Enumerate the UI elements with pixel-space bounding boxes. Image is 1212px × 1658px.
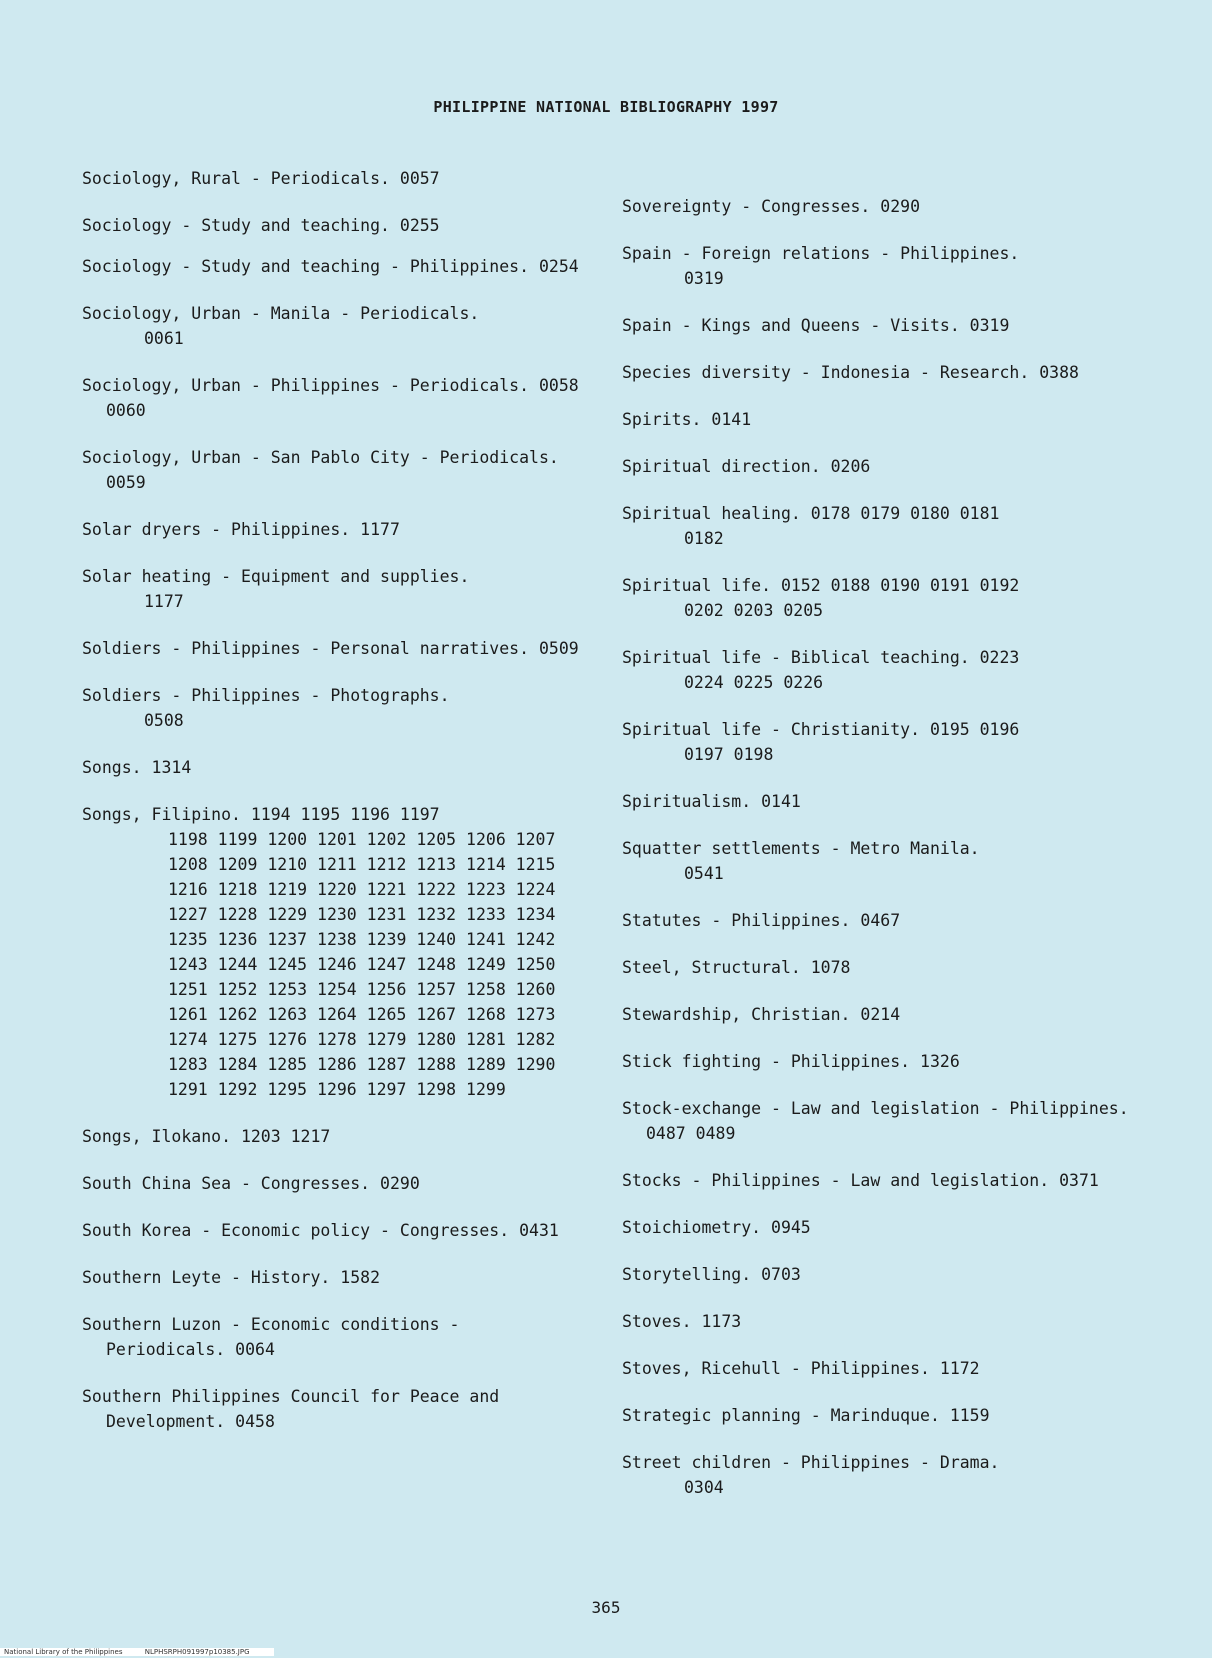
entry-heading: Spiritual life. 0152 0188 0190 0191 0192: [622, 576, 1020, 595]
footer-file: NLPHSRPH091997p10385.JPG: [144, 1648, 250, 1656]
entry-heading: Stick fighting - Philippines. 1326: [622, 1052, 960, 1071]
page-number: 365: [591, 1598, 621, 1617]
entry-heading: Steel, Structural. 1078: [622, 958, 851, 977]
entry-heading: Songs, Filipino. 1194 1195 1196 1197: [82, 805, 440, 824]
entry-heading: Solar dryers - Philippines. 1177: [82, 520, 400, 539]
index-entry: [622, 194, 1142, 219]
index-entry: [82, 564, 582, 614]
index-entry: [622, 1403, 1142, 1428]
entry-heading: Sociology - Study and teaching. 0255: [82, 216, 440, 235]
index-entry: [622, 1309, 1142, 1334]
index-entry: [82, 683, 582, 733]
scan-footer: [0, 1648, 274, 1656]
entry-numbers: 0182: [684, 529, 724, 548]
entry-heading: Southern Leyte - History. 1582: [82, 1268, 381, 1287]
index-entry: [622, 360, 1142, 385]
entry-heading: South Korea - Economic policy - Congresses. 0431: [82, 1221, 559, 1240]
entry-heading: Sociology, Urban - Philippines - Periodicals. 0058 0060: [82, 376, 579, 420]
right-column: [622, 194, 1142, 1522]
index-entry: [622, 1215, 1142, 1240]
entry-heading: Sociology, Urban - San Pablo City - Periodicals. 0059: [82, 448, 559, 492]
entry-heading: Stock-exchange - Law and legislation - Philippines. 0487 0489: [622, 1099, 1129, 1143]
entry-numbers: 0541: [684, 864, 724, 883]
index-entry: [82, 1124, 582, 1149]
entry-heading: Solar heating - Equipment and supplies.: [82, 567, 470, 586]
entry-heading: Stewardship, Christian. 0214: [622, 1005, 901, 1024]
entry-heading: Street children - Philippines - Drama.: [622, 1453, 1000, 1472]
entry-numbers: 0304: [684, 1478, 724, 1497]
entry-heading: Spiritual life - Biblical teaching. 0223: [622, 648, 1020, 667]
index-entry: [622, 789, 1142, 814]
entry-heading: Sociology - Study and teaching - Philippines. 0254: [82, 257, 579, 276]
index-entry: [82, 755, 582, 780]
index-entry: [622, 454, 1142, 479]
index-entry: [82, 213, 582, 238]
entry-heading: Spirits. 0141: [622, 410, 752, 429]
index-entry: [82, 636, 582, 661]
entry-heading: Southern Philippines Council for Peace and Development. 0458: [82, 1387, 500, 1431]
entry-heading: Stoichiometry. 0945: [622, 1218, 811, 1237]
entry-heading: Songs, Ilokano. 1203 1217: [82, 1127, 331, 1146]
index-entry: [622, 1168, 1142, 1193]
index-entry: [82, 1312, 582, 1362]
entry-heading: Southern Luzon - Economic conditions - Periodicals. 0064: [82, 1315, 460, 1359]
entry-numbers: 0319: [684, 269, 724, 288]
entry-heading: Statutes - Philippines. 0467: [622, 911, 901, 930]
entry-heading: Sovereignty - Congresses. 0290: [622, 197, 921, 216]
index-entry: [622, 1450, 1142, 1500]
entry-numbers: 0061: [144, 329, 184, 348]
entry-numbers: 0202 0203 0205: [684, 601, 824, 620]
entry-heading: Soldiers - Philippines - Photographs.: [82, 686, 450, 705]
entry-heading: Soldiers - Philippines - Personal narratives. 0509: [82, 639, 579, 658]
index-entry: [82, 1171, 582, 1196]
entry-numbers: 0508: [144, 711, 184, 730]
entry-heading: Strategic planning - Marinduque. 1159: [622, 1406, 990, 1425]
index-entry: [82, 166, 582, 191]
entry-heading: Spiritualism. 0141: [622, 792, 801, 811]
index-entry: [622, 501, 1142, 551]
entry-heading: Spain - Kings and Queens - Visits. 0319: [622, 316, 1010, 335]
entry-heading: Stoves. 1173: [622, 1312, 742, 1331]
index-entry: [82, 517, 582, 542]
index-entry: [622, 313, 1142, 338]
index-entry: [622, 955, 1142, 980]
entry-heading: South China Sea - Congresses. 0290: [82, 1174, 420, 1193]
index-entry: [82, 373, 582, 423]
index-entry: [82, 802, 582, 1102]
index-entry: [622, 1096, 1142, 1146]
footer-library: National Library of the Philippines: [4, 1648, 123, 1656]
entry-heading: Songs. 1314: [82, 758, 192, 777]
entry-numbers: 1198 1199 1200 1201 1202 1205 1206 1207 1208 1209 1210 1211 1212 1213 1214 1215 1216 1218 1219 1220 1221 1222 1223 1224 1227 1228 1229 1230 1231 1232 1233 1234 1235 1236 1237 1238 1239 1240 1241 1242 1243 1244 1245 1246 1247 1248 1249 1250 1251 1252 1253 1254 1256 1257 1258 1260 1261 1262 1263 1264 1265 1267 1268 1273 1274 1275 1276 1278 1279 1280 1281 1282 1283 1284 1285 1286 1287 1288 1289 1290 1291 1292 1295 1296 1297 1298 1299: [168, 830, 556, 1099]
entry-heading: Sociology, Rural - Periodicals. 0057: [82, 169, 440, 188]
index-entry: [82, 301, 582, 351]
index-entry: [622, 908, 1142, 933]
entry-numbers: 1177: [144, 592, 184, 611]
index-entry: [82, 1218, 582, 1243]
index-entry: [622, 717, 1142, 767]
index-entry: [622, 241, 1142, 291]
entry-heading: Sociology, Urban - Manila - Periodicals.: [82, 304, 480, 323]
entry-heading: Squatter settlements - Metro Manila.: [622, 839, 980, 858]
index-entry: [82, 445, 582, 495]
entry-heading: Species diversity - Indonesia - Research. 0388: [622, 363, 1079, 382]
entry-heading: Spiritual direction. 0206: [622, 457, 871, 476]
index-entry: [622, 645, 1142, 695]
index-entry: [82, 1265, 582, 1290]
index-entry: [82, 254, 582, 279]
index-entry: [622, 1262, 1142, 1287]
entry-numbers: 0224 0225 0226: [684, 673, 824, 692]
entry-numbers: 0197 0198: [684, 745, 774, 764]
index-entry: [622, 573, 1142, 623]
left-column: [82, 166, 582, 1456]
index-entry: [82, 1384, 582, 1434]
entry-heading: Spiritual life - Christianity. 0195 0196: [622, 720, 1020, 739]
index-entry: [622, 1356, 1142, 1381]
entry-heading: Spain - Foreign relations - Philippines.: [622, 244, 1020, 263]
index-entry: [622, 1002, 1142, 1027]
entry-heading: Stoves, Ricehull - Philippines. 1172: [622, 1359, 980, 1378]
index-entry: [622, 1049, 1142, 1074]
entry-heading: Spiritual healing. 0178 0179 0180 0181: [622, 504, 1000, 523]
entry-heading: Stocks - Philippines - Law and legislation. 0371: [622, 1171, 1099, 1190]
entry-heading: Storytelling. 0703: [622, 1265, 801, 1284]
index-entry: [622, 836, 1142, 886]
page-title: PHILIPPINE NATIONAL BIBLIOGRAPHY 1997: [433, 98, 779, 116]
index-entry: [622, 407, 1142, 432]
